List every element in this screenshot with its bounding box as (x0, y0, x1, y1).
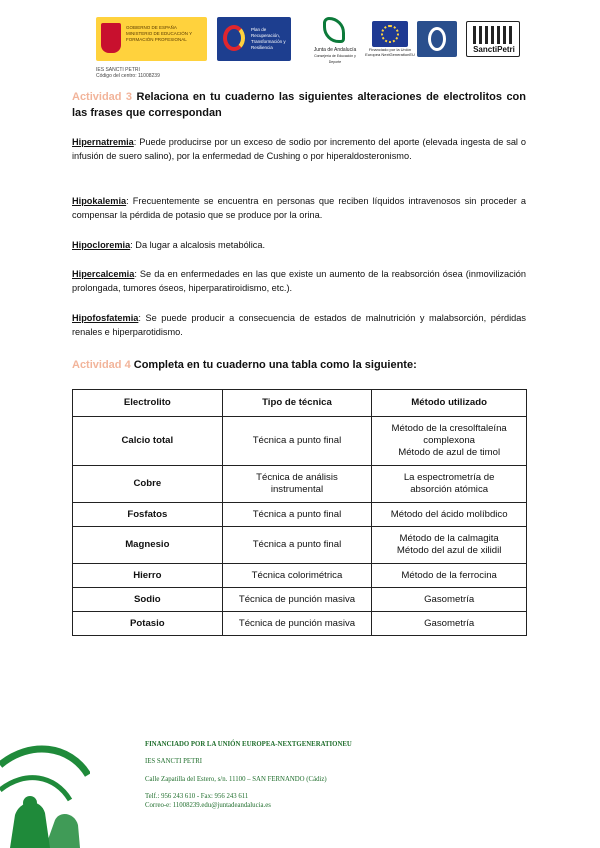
junta-sub: Consejería de Educación y Deporte (314, 54, 356, 64)
eu-funding-caption: Financiado por la Unión Europea NextGenerationEU (365, 47, 415, 57)
method-cell: Método del ácido molíbdico (372, 503, 527, 527)
column-header: Método utilizado (372, 390, 527, 417)
table-row (73, 527, 527, 564)
method-cell: Gasometría (372, 612, 527, 636)
electrolyte-cell: Potasio (73, 612, 223, 636)
table-row (73, 417, 527, 466)
activity3-heading (72, 89, 526, 121)
sancti-petri-logo: SanctiPetri (466, 21, 520, 57)
junta-name: Junta de Andalucía (313, 47, 357, 53)
electrolyte-cell: Sodio (73, 588, 223, 612)
item-hipofosfatemia: Hipofosfatemia: Se puede producir a consecuencia de estados de malnutrición y malabsorción, pérdidas renales e hiperparotidismo. (72, 313, 526, 337)
item-hipocloremia: Hipocloremia: Da lugar a alcalosis metabólica. (72, 240, 266, 250)
footer-email: Correo-e: 11008239.edu@juntadeandalucia.es (145, 802, 271, 809)
footer-address: Calle Zapatilla del Estero, s/n. 11100 – SAN FERNANDO (Cádiz) (145, 776, 327, 783)
technique-cell: Técnica a punto final (222, 417, 372, 466)
footer-phone: Telf.: 956 243 610 - Fax: 956 243 611 (145, 793, 249, 800)
table-row (73, 503, 527, 527)
footer-school: IES SANCTI PETRI (145, 758, 203, 765)
technique-cell: Técnica de punción masiva (222, 588, 372, 612)
item-hipokalemia: Hipokalemia: Frecuentemente se encuentra en personas que reciben líquidos intravenosos sin proceder a compensar la pérdida de potasio que se produce por la orina. (72, 196, 526, 220)
electrolyte-table (72, 389, 527, 636)
table-row (73, 612, 527, 636)
coat-of-arms-icon (101, 23, 121, 53)
table-row (73, 564, 527, 588)
activity4-label: Actividad 4 (72, 359, 131, 371)
table-row (73, 588, 527, 612)
school-code: IES SANCTI PETRI Código del centro: 11008239 (96, 67, 160, 79)
junta-footer-emblem-icon (0, 735, 90, 848)
electrolyte-cell: Calcio total (73, 417, 223, 466)
electrolyte-cell: Hierro (73, 564, 223, 588)
technique-cell: Técnica colorimétrica (222, 564, 372, 588)
technique-cell: Técnica a punto final (222, 527, 372, 564)
technique-cell: Técnica de análisis instrumental (222, 466, 372, 503)
junta-emblem-icon (323, 17, 345, 43)
technique-cell: Técnica a punto final (222, 503, 372, 527)
sancti-petri-emblem-icon (473, 26, 513, 44)
eu-stars-icon (381, 25, 399, 43)
column-header: Tipo de técnica (222, 390, 372, 417)
method-cell: La espectrometría de absorción atómica (372, 466, 527, 503)
method-cell: Método de la cresolftaleína complexona Método de azul de timol (372, 417, 527, 466)
item-hipernatremia: Hipernatremia: Puede producirse por un exceso de sodio por incremento del aporte (elevada ingesta de sal o infusión de suero salino), por la enfermedad de Cushing o por hiperaldosteronismo. (72, 137, 526, 161)
item-hipercalcemia: Hipercalcemia: Se da en enfermedades en las que existe un aumento de la reabsorción ósea (inmovilización prolongada, tumores óseos, hiperparatiroidismo, etc.). (72, 269, 526, 293)
footer-funding: FINANCIADO POR LA UNIÓN EUROPEA-NEXTGENERATIONEU (145, 741, 352, 748)
gobierno-espana-logo: GOBIERNO DE ESPAÑA MINISTERIO DE EDUCACIÓN Y FORMACIÓN PROFESIONAL (96, 17, 207, 61)
electrolyte-cell: Magnesio (73, 527, 223, 564)
junta-andalucia-logo (309, 15, 361, 65)
eu-flag-logo (372, 21, 408, 47)
quality-logo (417, 21, 457, 57)
electrolyte-cell: Cobre (73, 466, 223, 503)
quality-q-icon (428, 27, 446, 51)
method-cell: Método de la calmagita Método del azul de xilidil (372, 527, 527, 564)
activity3-label: Actividad 3 (72, 91, 133, 103)
activity3-title: Relaciona en tu cuaderno las siguientes alteraciones de electrolitos con las frases que correspondan (72, 91, 526, 119)
plan-recuperacion-logo: Plan de Recuperación, Transformación y Resiliencia (217, 17, 291, 61)
method-cell: Gasometría (372, 588, 527, 612)
activity4-title: Completa en tu cuaderno una tabla como la siguiente: (133, 359, 417, 371)
plan-logo-icon (223, 25, 245, 51)
activity4-heading (72, 357, 526, 373)
method-cell: Método de la ferrocina (372, 564, 527, 588)
technique-cell: Técnica de punción masiva (222, 612, 372, 636)
table-row (73, 466, 527, 503)
electrolyte-cell: Fosfatos (73, 503, 223, 527)
table-header-row (73, 390, 527, 417)
column-header: Electrolito (73, 390, 223, 417)
